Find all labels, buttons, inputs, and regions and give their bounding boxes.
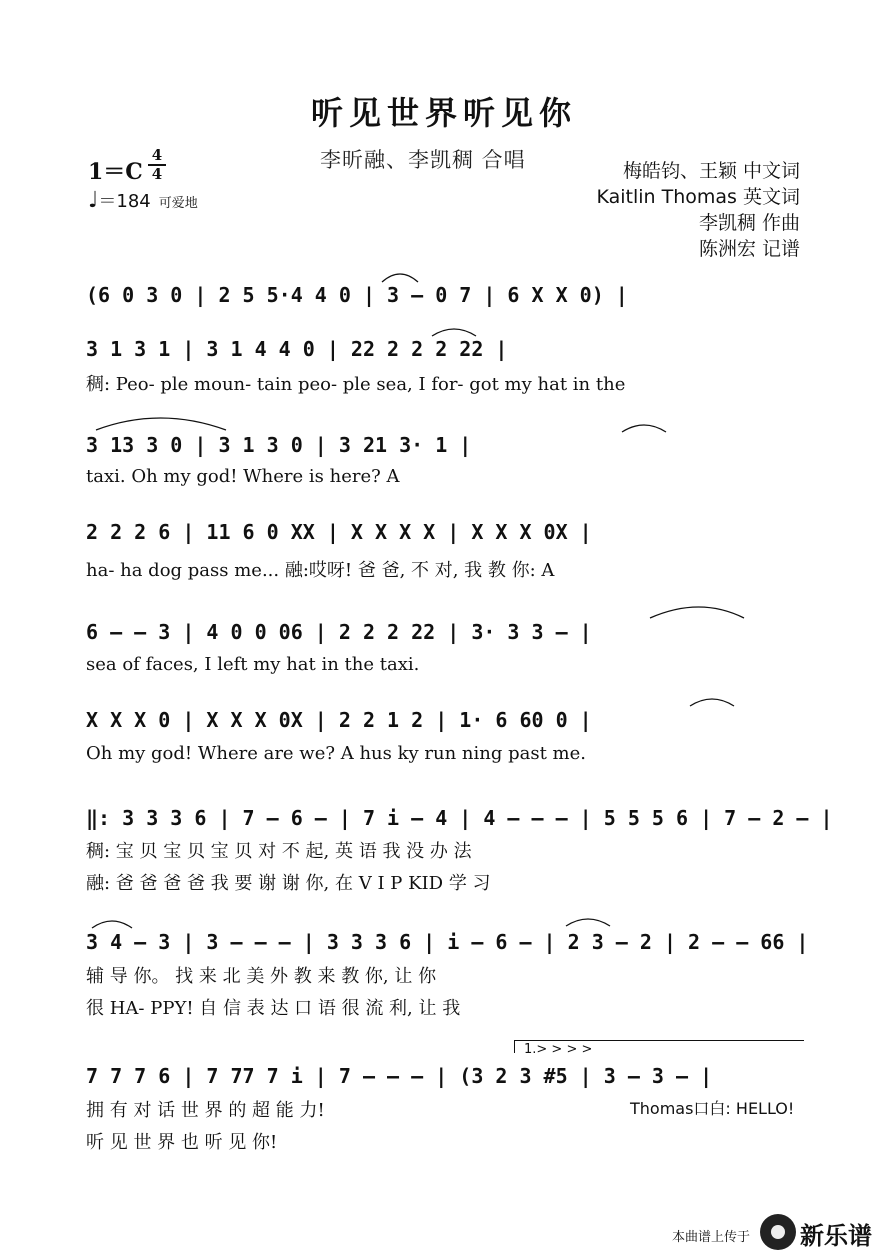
record-logo-icon	[760, 1214, 796, 1250]
credit-transcriber: 陈洲宏 记谱	[698, 238, 800, 260]
score-line-5-notes: 6 – – 3 | 4 0 0 06 | 2 2 2 22 | 3· 3 3 – |	[86, 620, 592, 644]
brand-logo-text: 新乐谱	[800, 1222, 872, 1250]
score-line-1-notes: (6 0 3 0 | 2 5 5·4 4 0 | 3 – 0 7 | 6 X X 0) |	[86, 283, 628, 307]
score-line-2-notes: 3 1 3 1 | 3 1 4 4 0 | 22 2 2 2 22 |	[86, 337, 508, 361]
score-line-4-notes: 2 2 2 6 | 11 6 0 XX | X X X X | X X X 0X |	[86, 520, 592, 544]
score-line-3-notes: 3 13 3 0 | 3 1 3 0 | 3 21 3· 1 |	[86, 433, 472, 457]
time-sig-bottom: 4	[151, 165, 163, 183]
first-ending-label: 1.> > > >	[524, 1042, 593, 1057]
spoken-line: Thomas口白: HELLO!	[630, 1099, 795, 1118]
tempo-value: ＝184	[98, 191, 151, 212]
score-line-5-lyrics: sea of faces, I left my hat in the taxi.	[86, 654, 420, 675]
score-line-4-lyrics: ha- ha dog pass me... 融:哎呀! 爸 爸, 不 对, 我 教 你: A	[86, 560, 555, 581]
quarter-note-icon: ♩	[88, 188, 99, 213]
page-title: 听见世界听见你	[310, 94, 577, 132]
score-line-9-lyrics-2: 听 见 世 界 也 听 见 你!	[86, 1132, 278, 1153]
key-signature: 1＝C	[88, 159, 143, 185]
score-line-7-notes: ‖: 3 3 3 6 | 7 – 6 – | 7 i – 4 | 4 – – – | 5 5 5 6 | 7 – 2 – |	[86, 806, 833, 830]
score-line-3-lyrics: taxi. Oh my god! Where is here? A	[86, 466, 400, 487]
score-line-9-lyrics-1: 拥 有 对 话 世 界 的 超 能 力!	[86, 1100, 325, 1121]
footer-uploaded-text: 本曲谱上传于	[671, 1230, 750, 1245]
score-line-8-notes: 3 4 – 3 | 3 – – – | 3 3 3 6 | i – 6 – | 2 3 – 2 | 2 – – 66 |	[86, 930, 809, 954]
credit-english-lyrics: Kaitlin Thomas 英文词	[596, 186, 800, 208]
score-line-6-notes: X X X 0 | X X X 0X | 2 2 1 2 | 1· 6 60 0 |	[86, 708, 592, 732]
time-sig-top: 4	[151, 146, 163, 164]
mood-marking: 可爱地	[158, 196, 198, 211]
score-line-8-lyrics-2: 很 HA- PPY! 自 信 表 达 口 语 很 流 利, 让 我	[86, 998, 461, 1019]
score-line-7-lyrics-2: 融: 爸 爸 爸 爸 我 要 谢 谢 你, 在 V I P KID 学 习	[86, 873, 491, 894]
score-line-7-lyrics-1: 稠: 宝 贝 宝 贝 宝 贝 对 不 起, 英 语 我 没 办 法	[86, 841, 472, 862]
score-line-2-lyrics: 稠: Peo- ple moun- tain peo- ple sea, I for- got my hat in the	[86, 374, 626, 395]
credit-chinese-lyrics: 梅皓钧、王颖 中文词	[622, 160, 800, 182]
score-line-6-lyrics: Oh my god! Where are we? A hus ky run ning past me.	[86, 743, 586, 764]
singers: 李昕融、李凯稠 合唱	[320, 148, 526, 172]
score-line-9-notes: 7 7 7 6 | 7 77 7 i | 7 – – – | (3 2 3 #5 | 3 – 3 – |	[86, 1064, 713, 1088]
score-line-8-lyrics-1: 辅 导 你。 找 来 北 美 外 教 来 教 你, 让 你	[86, 966, 437, 987]
credit-composer: 李凯稠 作曲	[698, 212, 800, 234]
